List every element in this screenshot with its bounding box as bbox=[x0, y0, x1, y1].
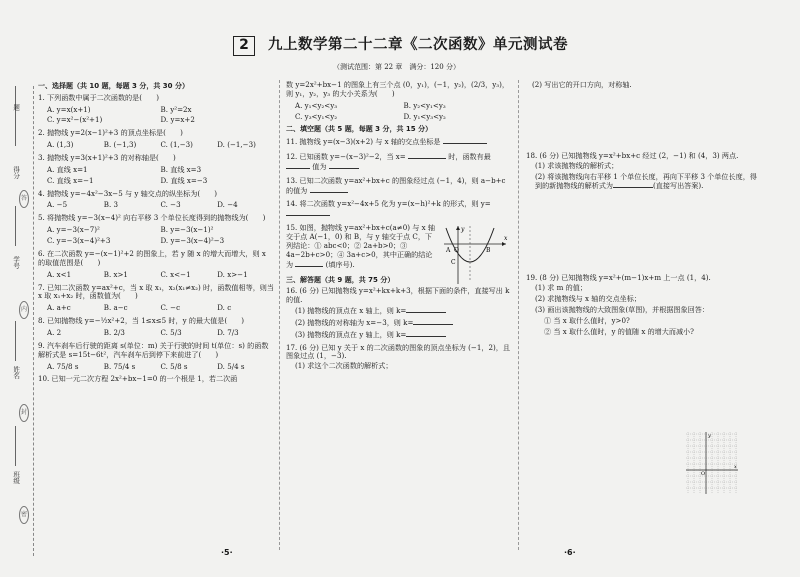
question-stem: 17. (6 分) 已知 y 关于 x 的二次函数的图象的顶点坐标为 (−1，2)，且图象过点 (1，−3). bbox=[286, 342, 510, 361]
question-stem: 14. 将二次函数 y=x²−4x+5 化为 y=(x−h)²+k 的形式，则 y= bbox=[286, 199, 491, 209]
answer-blank[interactable] bbox=[286, 209, 330, 216]
question-5 bbox=[38, 214, 274, 247]
column-3 bbox=[526, 80, 758, 338]
coordinate-grid bbox=[686, 432, 738, 494]
option-b: B. x>1 bbox=[103, 269, 128, 279]
option-b: B. y=−3(x−1)² bbox=[160, 225, 214, 235]
option-c: C. 5/3 bbox=[160, 327, 182, 337]
question-stem: 13. 已知二次函数 y=ax²+bx+c 的图象经过点 (−1，4)，则 a−b+c 的值为 bbox=[286, 175, 506, 195]
option-b: B. 75/4 s bbox=[103, 361, 136, 371]
option-b: B. y₂<y₁<y₃ bbox=[403, 100, 446, 110]
strip-line bbox=[15, 426, 16, 466]
question-stem: 2. 抛物线 y=2(x−1)²+3 的顶点坐标是( ) bbox=[38, 128, 183, 138]
question-stem: 8. 已知抛物线 y=−½x²+2，当 1≤x≤5 时，y 的最大值是( ) bbox=[38, 316, 245, 326]
column-1 bbox=[38, 80, 274, 385]
answer-blank[interactable] bbox=[406, 306, 446, 313]
answer-options bbox=[47, 105, 274, 127]
answer-blank[interactable] bbox=[310, 186, 348, 193]
option-a: A. y=−3(x−7)² bbox=[47, 225, 100, 235]
answer-blank[interactable] bbox=[286, 162, 310, 169]
binding-strip bbox=[0, 86, 34, 556]
option-c: C. −c bbox=[160, 303, 181, 313]
option-b: B. 2/3 bbox=[103, 327, 125, 337]
option-d: D. (−1,−3) bbox=[217, 140, 256, 150]
option-d: D. y=x+2 bbox=[160, 115, 195, 125]
question-stem: 4. 抛物线 y=−4x²−3x−5 与 y 轴交点的纵坐标为( ) bbox=[38, 188, 218, 198]
answer-options bbox=[47, 270, 274, 281]
y-axis-arrow bbox=[456, 226, 460, 230]
x-label: x bbox=[504, 235, 508, 243]
question-16 bbox=[286, 287, 512, 340]
sub-question: (1) 抛物线的顶点在 x 轴上，则 k= bbox=[295, 305, 512, 317]
question-12 bbox=[286, 152, 512, 172]
question-19 bbox=[526, 274, 758, 337]
option-a: A. x<1 bbox=[47, 269, 72, 279]
point-c-label: C bbox=[451, 259, 456, 267]
option-c: C. y=x²−(x²+1) bbox=[47, 115, 103, 125]
answer-options bbox=[295, 101, 512, 123]
sub-question: (2) 求抛物线与 x 轴的交点坐标； bbox=[535, 294, 641, 304]
option-a: A. y₁<y₂<y₃ bbox=[295, 100, 338, 110]
question-17 bbox=[286, 344, 512, 373]
option-a: A. y=x(x+1) bbox=[47, 104, 91, 114]
column-divider bbox=[518, 80, 519, 550]
column-divider bbox=[279, 80, 280, 550]
question-18 bbox=[526, 152, 758, 192]
column-2 bbox=[286, 80, 512, 373]
answer-options bbox=[47, 362, 274, 373]
answer-blank[interactable] bbox=[443, 137, 487, 144]
option-b: B. 直线 x=3 bbox=[160, 164, 202, 174]
option-a: A. 2 bbox=[47, 327, 62, 337]
sub-question: (1) 求该抛物线的解析式； bbox=[535, 160, 619, 170]
option-c: C. −3 bbox=[160, 200, 181, 210]
strip-oval: 内 bbox=[19, 301, 29, 319]
point-a-label: A bbox=[446, 247, 451, 255]
answer-options bbox=[47, 165, 274, 187]
question-13 bbox=[286, 177, 512, 196]
option-a: A. (1,3) bbox=[47, 140, 74, 150]
strip-oval: 答 bbox=[19, 190, 29, 208]
page-number-left: ·5· bbox=[221, 548, 233, 557]
question-stem: 6. 在二次函数 y=−(x−1)²+2 的图象上，若 y 随 x 的增大而增大，则 x 的取值范围是( ) bbox=[38, 248, 266, 267]
page-number-right: ·6· bbox=[564, 548, 576, 557]
answer-blank[interactable] bbox=[613, 181, 653, 188]
question-stem-part: (填序号). bbox=[325, 259, 355, 269]
section-heading: 三、解答题（共 9 题，共 75 分） bbox=[286, 275, 395, 284]
strip-label: 班级 bbox=[12, 471, 21, 484]
strip-line bbox=[15, 86, 16, 146]
question-4 bbox=[38, 190, 274, 212]
answer-blank[interactable] bbox=[329, 162, 359, 169]
question-stem: 11. 抛物线 y=(x−3)(x+2) 与 x 轴的交点坐标是 bbox=[286, 137, 441, 147]
question-1 bbox=[38, 94, 274, 127]
strip-line bbox=[15, 321, 16, 361]
question-8 bbox=[38, 317, 274, 339]
question-3 bbox=[38, 154, 274, 187]
question-stem: 3. 抛物线 y=3(x+1)²+3 的对称轴是( ) bbox=[38, 153, 176, 163]
answer-options bbox=[47, 328, 274, 339]
option-b: B. 3 bbox=[103, 200, 118, 210]
option-c: C. y=−3(x−4)²+3 bbox=[47, 236, 111, 246]
strip-oval: 密 bbox=[19, 506, 29, 524]
question-6 bbox=[38, 250, 274, 281]
sub-question: (2) 写出它的开口方向，对称轴. bbox=[532, 80, 632, 89]
option-c: C. x<−1 bbox=[160, 269, 191, 279]
option-a: A. 直线 x=1 bbox=[47, 164, 88, 174]
answer-options bbox=[47, 303, 274, 314]
answer-blank[interactable] bbox=[413, 318, 453, 325]
section-heading: 一、选择题（共 10 题，每题 3 分，共 30 分） bbox=[38, 82, 189, 90]
sub-question: (2) 将该抛物线向右平移 1 个单位长度，再向下平移 3 个单位长度，得到的新抛物线的解析式为 (直接写出答案). bbox=[535, 171, 757, 191]
strip-label: 题 bbox=[12, 104, 21, 111]
page-title: 九上数学第二十二章《二次函数》单元测试卷 bbox=[268, 37, 568, 53]
sub-question: ② 当 x 取什么值时，y 的值随 x 的增大而减小? bbox=[544, 326, 694, 336]
answer-blank[interactable] bbox=[408, 152, 446, 159]
origin-label: O bbox=[454, 247, 459, 255]
sub-question: (1) 求 m 的值； bbox=[535, 283, 587, 293]
sub-question: (3) 画出该抛物线的大致图象(草图)，并根据图象回答： bbox=[535, 304, 709, 314]
option-d: D. y=−3(x−4)²−3 bbox=[160, 236, 225, 246]
grid-y-label: y bbox=[708, 433, 711, 439]
option-c: C. 5/8 s bbox=[160, 361, 188, 371]
option-d: D. c bbox=[217, 303, 232, 313]
strip-label: 得分 bbox=[12, 166, 21, 179]
question-9 bbox=[38, 342, 274, 373]
question-stem: 1. 下列函数中属于二次函数的是( ) bbox=[38, 92, 159, 102]
question-2 bbox=[38, 129, 274, 151]
option-c: C. 直线 x=−1 bbox=[47, 175, 94, 185]
option-a: A. a+c bbox=[47, 303, 71, 313]
page-subtitle: （测试范围：第 22 章 满分：120 分） bbox=[333, 63, 460, 71]
answer-options bbox=[47, 200, 274, 211]
question-stem: 7. 已知二次函数 y=ax²+c，当 x 取 x₁，x₂(x₁≠x₂) 时，函数值相等，则当 x 取 x₁+x₂ 时，函数值为( ) bbox=[38, 282, 274, 301]
question-7 bbox=[38, 284, 274, 315]
point-b-label: B bbox=[486, 247, 491, 255]
answer-options bbox=[47, 140, 274, 151]
question-stem: 5. 将抛物线 y=−3(x−4)² 向右平移 3 个单位长度得到的抛物线为( ) bbox=[38, 213, 266, 223]
strip-line bbox=[15, 206, 16, 246]
option-b: B. (−1,3) bbox=[103, 140, 137, 150]
unit-number-box: 2 bbox=[233, 36, 255, 56]
question-stem: 16. (6 分) 已知抛物线 y=x²+kx+k+3，根据下面的条件，直接写出 k 的值. bbox=[286, 286, 510, 305]
sub-question: (3) 抛物线的顶点在 y 轴上，则 k= bbox=[295, 329, 512, 341]
question-stem-part: 时，函数有最 bbox=[448, 152, 491, 162]
answer-blank[interactable] bbox=[295, 260, 323, 267]
option-d: D. 直线 x=−3 bbox=[160, 175, 208, 185]
answer-options bbox=[47, 225, 274, 247]
grid-x-label: x bbox=[734, 464, 737, 470]
question-stem: 19. (8 分) 已知抛物线 y=x²+(m−1)x+m 上一点 (1，4). bbox=[526, 273, 711, 283]
sub-question: (2) 抛物线的对称轴为 x=−3，则 k= bbox=[295, 317, 512, 329]
parabola-figure bbox=[442, 224, 508, 286]
option-a: A. 75/8 s bbox=[47, 361, 79, 371]
x-axis-arrow bbox=[502, 242, 506, 246]
parabola-curve bbox=[446, 228, 494, 262]
option-a: A. −5 bbox=[47, 200, 68, 210]
question-stem: 9. 汽车刹车后行驶的距离 s(单位：m) 关于行驶的时间 t(单位：s) 的函数解析式是 s=15t−6t²，汽车刹车后到停下来前进了( ) bbox=[38, 340, 269, 359]
question-stem-part: 值为 bbox=[312, 161, 327, 171]
question-15 bbox=[286, 224, 512, 269]
option-b: B. a−c bbox=[103, 303, 128, 313]
section-heading: 二、填空题（共 5 题，每题 3 分，共 15 分） bbox=[286, 125, 433, 134]
question-11 bbox=[286, 137, 512, 147]
question-10 bbox=[38, 375, 274, 384]
option-b: B. y²=2x bbox=[160, 104, 192, 114]
grid-origin-label: O bbox=[701, 471, 706, 477]
sub-question: ① 当 x 取什么值时，y>0? bbox=[544, 315, 630, 325]
question-stem: 10. 已知一元二次方程 2x²+bx−1=0 的一个根是 1，若二次函 bbox=[38, 374, 238, 384]
option-d: D. y₁<y₃<y₂ bbox=[403, 111, 446, 121]
strip-label: 学号 bbox=[12, 256, 21, 269]
strip-oval: 封 bbox=[19, 404, 29, 422]
answer-blank[interactable] bbox=[406, 330, 446, 337]
option-c: C. (1,−3) bbox=[160, 140, 193, 150]
question-10-continued bbox=[286, 81, 512, 122]
strip-label: 姓名 bbox=[12, 366, 21, 379]
question-14 bbox=[286, 200, 512, 219]
question-stem: 15. 如图，抛物线 y=ax²+bx+c(a≠0) 与 x 轴交于点 A(−1，0) 和 B，与 y 轴交于点 C，下列结论：① abc<0；② 2a+b>0；③ 4a−2b+c>0；④ 3a+c>0，其中正确的结论为 bbox=[286, 223, 435, 269]
option-d: D. 7/3 bbox=[217, 327, 239, 337]
option-c: C. y₃<y₁<y₂ bbox=[295, 111, 338, 121]
option-d: D. 5/4 s bbox=[217, 361, 245, 371]
question-stem: 18. (6 分) 已知抛物线 y=x²+bx+c 经过 (2，−1) 和 (4，3) 两点. bbox=[526, 150, 739, 160]
question-stem: 数 y=2x²+bx−1 的图象上有三个点 (0，y₁)，(−1，y₂)，(2/3，y₃)，则 y₁，y₂，y₃ 的大小关系为( ) bbox=[286, 80, 509, 98]
option-d: D. x>−1 bbox=[217, 269, 248, 279]
question-stem: 12. 已知函数 y=−(x−3)²−2，当 x= bbox=[286, 152, 406, 162]
question-17-continued bbox=[532, 81, 758, 90]
option-d: D. −4 bbox=[217, 200, 238, 210]
sub-question: (1) 求这个二次函数的解析式； bbox=[295, 361, 393, 371]
y-label: y bbox=[461, 226, 465, 234]
